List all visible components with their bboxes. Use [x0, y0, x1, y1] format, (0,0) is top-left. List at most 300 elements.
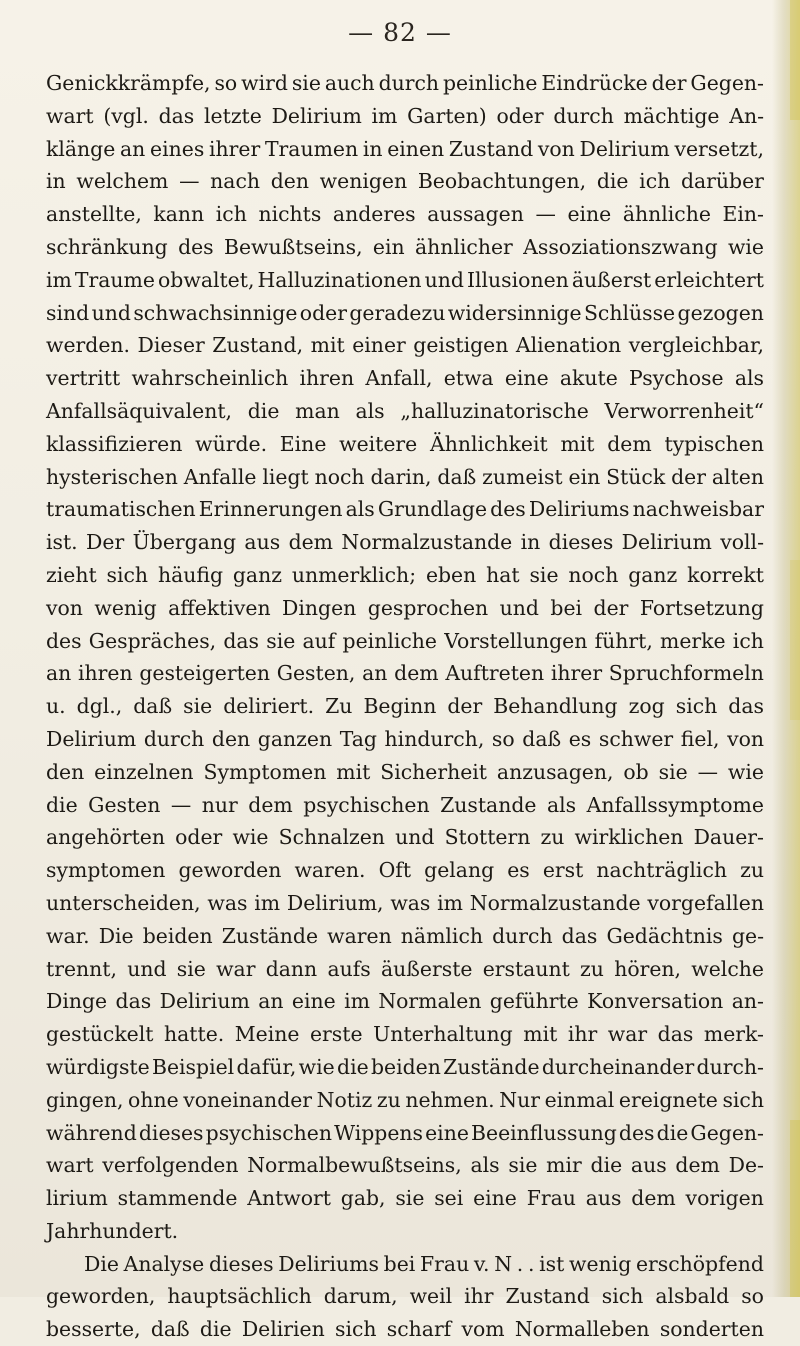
text-line	[46, 592, 764, 625]
word: das	[115, 989, 152, 1014]
word: Gegen-	[690, 1120, 764, 1145]
word: alsbald	[655, 1284, 730, 1309]
word: Zustand,	[212, 333, 304, 358]
word: traumatischen	[46, 497, 196, 522]
word: Übergang	[132, 530, 237, 555]
word: der	[593, 595, 629, 620]
word: Meine	[234, 1022, 300, 1047]
word: durch	[492, 923, 553, 948]
text-line	[46, 657, 764, 690]
text-line	[46, 100, 764, 133]
word: in	[520, 530, 541, 555]
word: .	[527, 1251, 535, 1276]
word: daß	[522, 726, 562, 751]
word: ein	[568, 464, 601, 489]
word: Notiz	[316, 1087, 373, 1112]
word: und	[395, 825, 435, 850]
word: peinliche	[342, 628, 437, 653]
word: Gesten	[88, 792, 161, 817]
word: deliriert.	[223, 694, 315, 719]
text-line	[46, 461, 764, 494]
word: durch	[143, 726, 205, 751]
word: gingen,	[46, 1087, 124, 1112]
text-line	[46, 428, 764, 461]
word: und	[91, 300, 131, 325]
text-line	[46, 559, 764, 592]
word: gelang	[424, 858, 495, 883]
word: das	[561, 923, 598, 948]
word: Zu	[325, 694, 353, 719]
word: würdigste	[46, 1054, 150, 1079]
word: —	[179, 169, 200, 194]
word: erschöpfend	[635, 1251, 764, 1276]
word: welche	[691, 956, 764, 981]
word: nachträglich	[596, 858, 728, 883]
word: fiel,	[680, 726, 720, 751]
word: ihr	[464, 1284, 494, 1309]
word: wenigen	[319, 169, 408, 194]
word: an-	[731, 989, 764, 1014]
word: dann	[265, 956, 318, 981]
word: zumeist	[482, 464, 563, 489]
word: anzusagen,	[496, 759, 614, 784]
word: auch	[324, 71, 375, 95]
word: eines	[150, 136, 205, 161]
word: Normalen	[378, 989, 482, 1014]
word: wie	[727, 234, 764, 259]
word: stammende	[117, 1186, 238, 1211]
word: nach	[210, 169, 260, 194]
word: sich	[334, 1317, 377, 1342]
word: erste	[309, 1022, 363, 1047]
word: hatte.	[164, 1022, 225, 1047]
word: sie	[266, 628, 296, 653]
word: ob	[623, 759, 649, 784]
word: sie	[291, 71, 321, 95]
word: ich	[639, 169, 671, 194]
word: Erinnerungen	[198, 497, 343, 522]
word: und	[127, 956, 167, 981]
word: sie	[183, 694, 213, 719]
word: dem	[248, 792, 293, 817]
word: ähnlicher	[414, 234, 513, 259]
text-line	[46, 1051, 764, 1084]
text-line	[46, 821, 764, 854]
word: An-	[729, 103, 764, 128]
word: Beeinflussung	[471, 1120, 617, 1145]
word: weitere	[339, 431, 418, 456]
word: mächtige	[623, 103, 720, 128]
word: Behandlung	[493, 694, 618, 719]
word: des	[618, 1120, 655, 1145]
word: dieses	[548, 530, 614, 555]
word: hören,	[614, 956, 682, 981]
word: zu	[540, 825, 565, 850]
word: Bewußtseins,	[223, 234, 363, 259]
word: die	[46, 792, 78, 817]
word: psychischen	[205, 1120, 332, 1145]
word: sich	[722, 1087, 764, 1112]
word: eine	[291, 989, 336, 1014]
word: ihrer	[550, 661, 603, 686]
text-line	[46, 231, 764, 264]
word: Zustand	[505, 1284, 590, 1309]
body-text	[46, 67, 764, 1346]
word: psychischen	[303, 792, 430, 817]
text-line	[46, 789, 764, 822]
word: weil	[409, 1284, 453, 1309]
word: beiden	[370, 1054, 441, 1079]
word: ganz	[232, 562, 282, 587]
word: die	[337, 1054, 369, 1079]
word: ihr	[567, 1022, 598, 1047]
text-line	[46, 165, 764, 198]
text-line	[46, 198, 764, 231]
text-line	[46, 887, 764, 920]
text-line	[46, 723, 764, 756]
word: durcheinander	[541, 1054, 695, 1079]
text-line	[46, 854, 764, 887]
word: etwa	[443, 366, 494, 391]
word: angehörten	[46, 825, 165, 850]
word: den	[46, 759, 85, 784]
word: „halluzinatorische	[400, 398, 589, 423]
word: an	[258, 989, 284, 1014]
word: beiden	[142, 923, 213, 948]
word: Delirium	[579, 136, 670, 161]
word: darüber	[680, 169, 764, 194]
word: noch	[568, 562, 619, 587]
word: hauptsächlich	[167, 1284, 312, 1309]
word: Analyse	[123, 1251, 205, 1276]
word: sie	[658, 759, 688, 784]
text-line	[46, 526, 764, 559]
word: Zustande	[440, 792, 537, 817]
word: lirium	[46, 1186, 108, 1211]
word: ganzen	[257, 726, 333, 751]
word: klassifizieren	[46, 431, 183, 456]
word: gesprochen	[367, 595, 489, 620]
word: Delirium	[46, 726, 137, 751]
word: affektiven	[168, 595, 271, 620]
word: trennt,	[46, 956, 117, 981]
word: im	[371, 103, 398, 128]
word: Unterhaltung	[373, 1022, 513, 1047]
word: einmal	[544, 1087, 615, 1112]
text-line	[46, 953, 764, 986]
word: als	[355, 398, 385, 423]
text-line	[46, 1182, 764, 1215]
word: das	[223, 628, 260, 653]
word: verfolgenden	[102, 1153, 239, 1178]
word: vertritt	[46, 366, 121, 391]
word: nachweisbar	[632, 497, 764, 522]
word: wart	[46, 103, 94, 128]
word: daß	[133, 694, 173, 719]
word: zieht	[46, 562, 97, 587]
word: ihrer	[209, 136, 261, 161]
word: Delirium	[159, 989, 250, 1014]
word: mit	[523, 1022, 558, 1047]
word: alten	[711, 464, 764, 489]
word: sie	[395, 1186, 425, 1211]
word: wirklichen	[574, 825, 684, 850]
word: oder	[496, 103, 544, 128]
word: geführte	[489, 989, 579, 1014]
word: Anfalle	[183, 464, 257, 489]
word: widersinnige	[447, 300, 582, 325]
word: aus	[244, 530, 281, 555]
word: bei	[383, 1251, 416, 1276]
text-line	[46, 985, 764, 1018]
word: sie	[529, 562, 559, 587]
word: mit	[310, 333, 345, 358]
word: korrekt	[687, 562, 764, 587]
word: den	[211, 726, 251, 751]
word: eine	[425, 1120, 469, 1145]
word: Traumen	[264, 136, 359, 161]
word: des	[490, 497, 526, 522]
word: Delirium	[621, 530, 712, 555]
word: wart	[46, 1153, 94, 1178]
word: bei	[550, 595, 583, 620]
word: vorigen	[685, 1186, 764, 1211]
word: Psychose	[629, 366, 724, 391]
word: —	[697, 759, 718, 784]
text-line	[46, 133, 764, 166]
word: voneinander	[183, 1087, 313, 1112]
word: als	[546, 792, 577, 817]
text-line	[46, 1149, 764, 1182]
word: nehmen.	[405, 1087, 495, 1112]
word: Wippens	[334, 1120, 423, 1145]
word: durch-	[696, 1054, 764, 1079]
word: waren.	[294, 858, 366, 883]
word: im	[344, 989, 370, 1014]
word: Grundlage	[377, 497, 488, 522]
word: Jahrhundert.	[46, 1218, 179, 1243]
word: zu	[580, 956, 604, 981]
word: zu	[376, 1087, 401, 1112]
word: hindurch,	[384, 726, 485, 751]
word: schwachsinnige	[133, 300, 298, 325]
word: ihren	[299, 366, 355, 391]
word: erst	[542, 858, 584, 883]
word: Dauer-	[693, 825, 764, 850]
word: Beobachtungen,	[417, 169, 587, 194]
word: dem	[675, 1153, 720, 1178]
word: Oft	[378, 858, 412, 883]
word: aus	[630, 1153, 667, 1178]
word: das	[657, 1022, 694, 1047]
word: Eindrücke	[541, 71, 648, 95]
word: gezogen	[677, 300, 764, 325]
word: häufig	[157, 562, 224, 587]
text-line	[46, 1084, 764, 1117]
word: dem	[288, 530, 334, 555]
word: sind	[46, 300, 90, 325]
word: dem	[607, 431, 652, 456]
word: was	[390, 890, 431, 915]
word: Anfallsäquivalent,	[46, 398, 233, 423]
word: die	[247, 398, 280, 423]
word: schränkung	[46, 234, 168, 259]
word: darum,	[323, 1284, 398, 1309]
word: führt,	[594, 628, 653, 653]
word: Stottern	[444, 825, 531, 850]
word: an	[362, 661, 388, 686]
word: es	[507, 858, 530, 883]
word: einer	[352, 333, 406, 358]
word: äußerst	[571, 267, 652, 292]
word: peinliche	[443, 71, 538, 95]
word: sei	[434, 1186, 464, 1211]
word: hat	[486, 562, 520, 587]
word: man	[295, 398, 340, 423]
word: sie	[176, 956, 206, 981]
text-line	[46, 264, 764, 297]
word: durch	[553, 103, 614, 128]
word: des	[178, 234, 214, 259]
page-edge-stain-bottom	[790, 1120, 800, 1297]
word: wie	[232, 825, 269, 850]
word: letzte	[204, 103, 262, 128]
word: eine	[473, 1186, 517, 1211]
word: durch	[378, 71, 440, 95]
word: es	[568, 726, 592, 751]
word: liegt	[262, 464, 309, 489]
word: unmerklich;	[291, 562, 417, 587]
word: wird	[241, 71, 288, 95]
word: wahrscheinlich	[131, 366, 289, 391]
word: nichts	[258, 202, 322, 227]
word: akute	[559, 366, 618, 391]
word: Gedächtnis	[606, 923, 723, 948]
text-line	[46, 690, 764, 723]
word: dieses	[138, 1120, 204, 1145]
word: gesteigerten	[139, 661, 270, 686]
word: Tag	[339, 726, 377, 751]
word: Die	[98, 923, 134, 948]
word: Antwort	[247, 1186, 331, 1211]
word: Illusionen	[466, 267, 569, 292]
word: oder	[175, 825, 223, 850]
text-line	[46, 756, 764, 789]
word: besserte,	[46, 1317, 141, 1342]
word: Garten)	[407, 103, 487, 128]
text-line	[46, 67, 764, 100]
word: oder	[299, 300, 347, 325]
word: De-	[728, 1153, 764, 1178]
word: v.	[473, 1251, 490, 1276]
word: in	[46, 169, 66, 194]
word: —	[535, 202, 556, 227]
paragraph-end-line	[46, 1215, 764, 1248]
word: im	[254, 890, 281, 915]
word: scharf	[386, 1317, 452, 1342]
word: einzelnen	[94, 759, 194, 784]
word: von	[537, 136, 575, 161]
word: das	[728, 694, 764, 719]
word: ge-	[731, 923, 764, 948]
word: die	[596, 169, 629, 194]
word: Genickkrämpfe,	[46, 71, 211, 95]
word: Frau	[526, 1186, 576, 1211]
word: Delirium	[271, 103, 362, 128]
word: Anfall,	[365, 366, 433, 391]
word: Normalzustande	[341, 530, 513, 555]
word: kann	[153, 202, 205, 227]
word: geradezu	[349, 300, 446, 325]
word: anstellte,	[46, 202, 142, 227]
word: Traume	[74, 267, 155, 292]
word: aus	[585, 1186, 622, 1211]
word: dem	[631, 1186, 676, 1211]
word: vorgefallen	[647, 890, 764, 915]
word: symptomen	[46, 858, 166, 883]
word: Deliriums	[528, 497, 630, 522]
word: Gespräches,	[88, 628, 217, 653]
word: so	[491, 726, 515, 751]
word: ihren	[78, 661, 133, 686]
word: mir	[546, 1153, 582, 1178]
word: an	[46, 661, 72, 686]
word: hysterischen	[46, 464, 178, 489]
word: Ähnlichkeit	[429, 431, 548, 456]
word: Delirium,	[286, 890, 384, 915]
word: von	[46, 595, 83, 620]
word: zu	[740, 858, 764, 883]
word: wenig	[569, 1251, 632, 1276]
word: Dingen	[282, 595, 357, 620]
word: das	[158, 103, 195, 128]
text-line	[46, 362, 764, 395]
word: darin,	[370, 464, 432, 489]
word: mit	[560, 431, 595, 456]
word: waren	[327, 923, 392, 948]
word: werden.	[46, 333, 131, 358]
word: während	[46, 1120, 137, 1145]
word: Gegen-	[690, 71, 764, 95]
word: ereignete	[618, 1087, 718, 1112]
text-line	[46, 395, 764, 428]
word: Der	[86, 530, 125, 555]
word: sich	[106, 562, 149, 587]
word: Konversation	[587, 989, 724, 1014]
word: gab,	[340, 1186, 386, 1211]
word: Ein-	[722, 202, 764, 227]
word: wie	[727, 759, 764, 784]
word: voll-	[720, 530, 764, 555]
word: war	[216, 956, 256, 981]
word: in	[362, 136, 383, 161]
word: wie	[298, 1054, 335, 1079]
page-number: — 82 —	[348, 18, 452, 47]
word: Beispiel	[151, 1054, 235, 1079]
word: des	[46, 628, 82, 653]
word: eine	[567, 202, 612, 227]
word: die	[656, 1120, 689, 1145]
word: obwaltet,	[158, 267, 255, 292]
word: Beginn	[363, 694, 437, 719]
text-line	[46, 493, 764, 526]
word: wenig	[94, 595, 157, 620]
word: geworden	[178, 858, 282, 883]
word: dafür,	[236, 1054, 297, 1079]
word: Frau	[420, 1251, 470, 1276]
word: Spruchformeln	[608, 661, 764, 686]
word: im	[437, 890, 464, 915]
